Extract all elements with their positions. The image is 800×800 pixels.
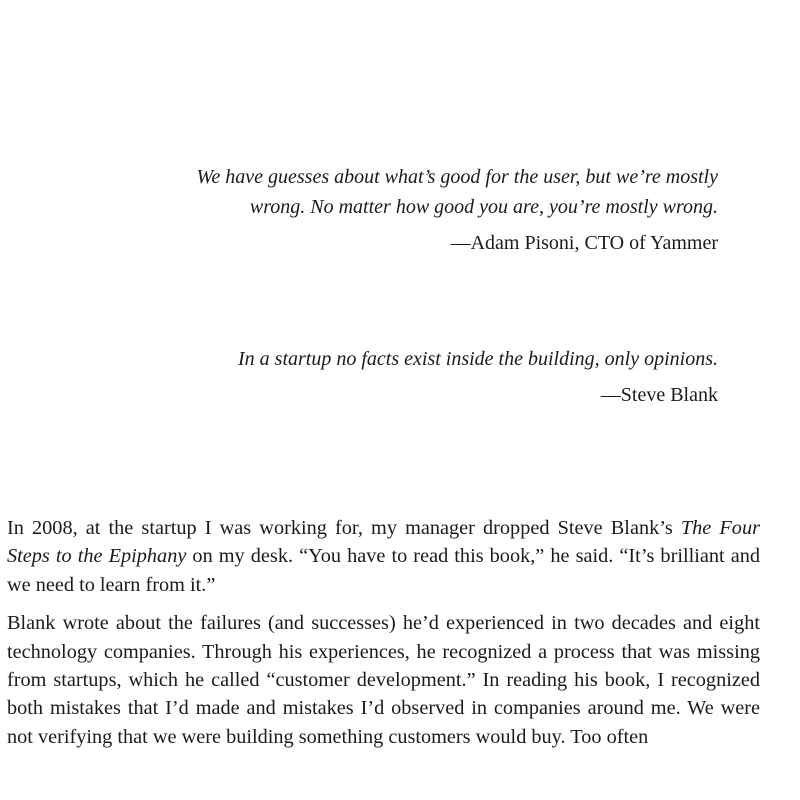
epigraph-quote-line: We have guesses about what’s good for the user, but we’re mostly xyxy=(196,166,718,188)
epigraph-attribution: —Steve Blank xyxy=(600,384,718,406)
body-paragraph xyxy=(7,514,760,599)
paragraph-text: In 2008, at the startup I was working for, my manager dropped Steve Blank’s xyxy=(7,517,681,539)
epigraph-quote xyxy=(58,344,718,374)
book-title: The Four Steps to the Epiphany xyxy=(7,517,760,568)
epigraph-quote-line: wrong. No matter how good you are, you’re mostly wrong. xyxy=(249,196,718,218)
epigraph-quote xyxy=(58,162,718,222)
epigraph-pisoni xyxy=(58,162,718,258)
epigraph-blank xyxy=(58,344,718,410)
paragraph-text: on my desk. “You have to read this book,” he said. “It’s brilliant and we need to learn from it.” xyxy=(7,545,761,596)
epigraph-attribution: —Adam Pisoni, CTO of Yammer xyxy=(450,232,718,254)
body-paragraph: Blank wrote about the failures (and successes) he’d experienced in two decades and eight technology companies. Through his experiences, he recognized a process that was missing from startups, which he called “customer development.” In reading his book, I recognized both mistakes that I’d made and mistakes I’d observed in companies around me. We were not verifying that we were building something customers would buy. Too often xyxy=(7,612,760,748)
body-text xyxy=(7,514,760,761)
epigraph-quote-line: In a startup no facts exist inside the building, only opinions. xyxy=(238,348,718,370)
